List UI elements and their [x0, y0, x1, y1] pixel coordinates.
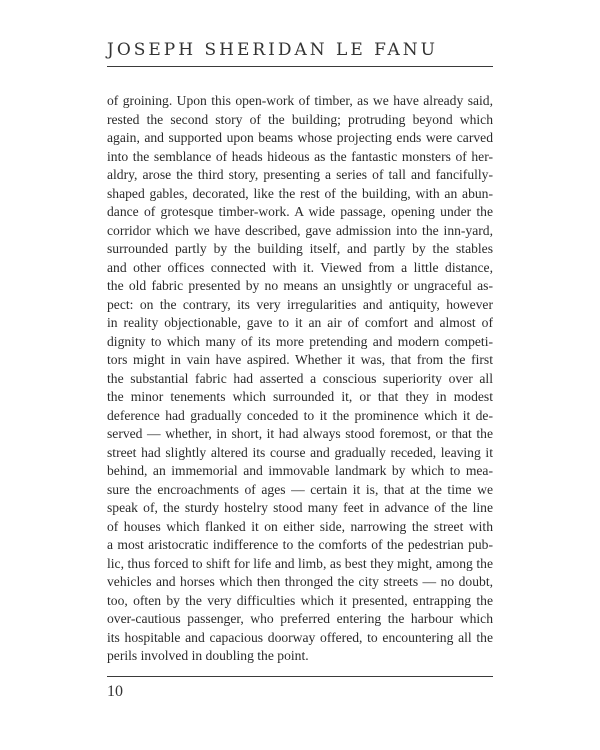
text-line: speak of, the sturdy hostelry stood many feet in advance of the line [107, 500, 493, 515]
text-line: dance of grotesque timber-work. A wide passage, opening under the [107, 204, 493, 219]
text-line: corridor which we have described, gave admission into the inn-yard, [107, 222, 493, 238]
text-line: sure the encroachments of ages — certain it is, that at the time we [107, 481, 493, 497]
text-line: the minor tenements which surrounded it, or that they in modest [107, 389, 493, 404]
text-line: the substantial fabric had asserted a conscious superiority over all [107, 370, 493, 386]
text-line: behind, an immemorial and immovable landmark by which to mea- [107, 463, 493, 478]
text-line: street had slightly altered its course and gradually receded, leaving it [107, 444, 493, 460]
text-line: over-cautious passenger, who preferred entering the harbour which [107, 611, 493, 626]
text-line: and other offices connected with it. Viewed from a little distance, [107, 259, 493, 275]
text-line: served — whether, in short, it had always stood foremost, or that the [107, 426, 493, 441]
text-line: the old fabric presented by no means an unsightly or ungraceful as- [107, 278, 493, 293]
text-line: again, and supported upon beams whose projecting ends were carved [107, 130, 493, 145]
text-line: tors might in vain have aspired. Whether it was, that from the first [107, 352, 493, 367]
running-head: JOSEPH SHERIDAN LE FANU [107, 40, 438, 60]
text-line: in reality objectionable, gave to it an air of comfort and almost of [107, 315, 493, 330]
text-line: its hospitable and capacious doorway offered, to encountering all the [107, 629, 493, 645]
text-line: pect: on the contrary, its very irregularities and antiquity, however [107, 296, 493, 312]
text-line: vehicles and horses which then thronged the city streets — no doubt, [107, 574, 493, 589]
text-line: shaped gables, decorated, like the rest of the building, with an abun- [107, 185, 493, 201]
text-line: a most aristocratic indifference to the comforts of the pedestrian pub- [107, 537, 493, 552]
text-line: rested the second story of the building; protruding beyond which [107, 111, 493, 127]
body-text [107, 92, 493, 666]
text-line: perils involved in doubling the point. [107, 648, 309, 663]
text-line: too, often by the very difficulties which it presented, entrapping the [107, 592, 493, 608]
text-line: of houses which flanked it on either side, narrowing the street with [107, 518, 493, 534]
footer-rule [107, 676, 493, 677]
text-line: of groining. Upon this open-work of timber, as we have already said, [107, 93, 493, 108]
text-line: into the semblance of heads hideous as the fantastic monsters of her- [107, 148, 493, 164]
text-line: lic, thus forced to shift for life and limb, as best they might, among the [107, 555, 493, 571]
page-number: 10 [107, 683, 123, 700]
text-line: aldry, arose the third story, presenting a series of tall and fancifully- [107, 167, 493, 182]
header-rule [107, 66, 493, 67]
text-line: deference had gradually conceded to it the prominence which it de- [107, 407, 493, 423]
text-line: surrounded partly by the building itself, and partly by the stables [107, 241, 493, 256]
text-line: dignity to which many of its more pretending and modern competi- [107, 333, 493, 349]
